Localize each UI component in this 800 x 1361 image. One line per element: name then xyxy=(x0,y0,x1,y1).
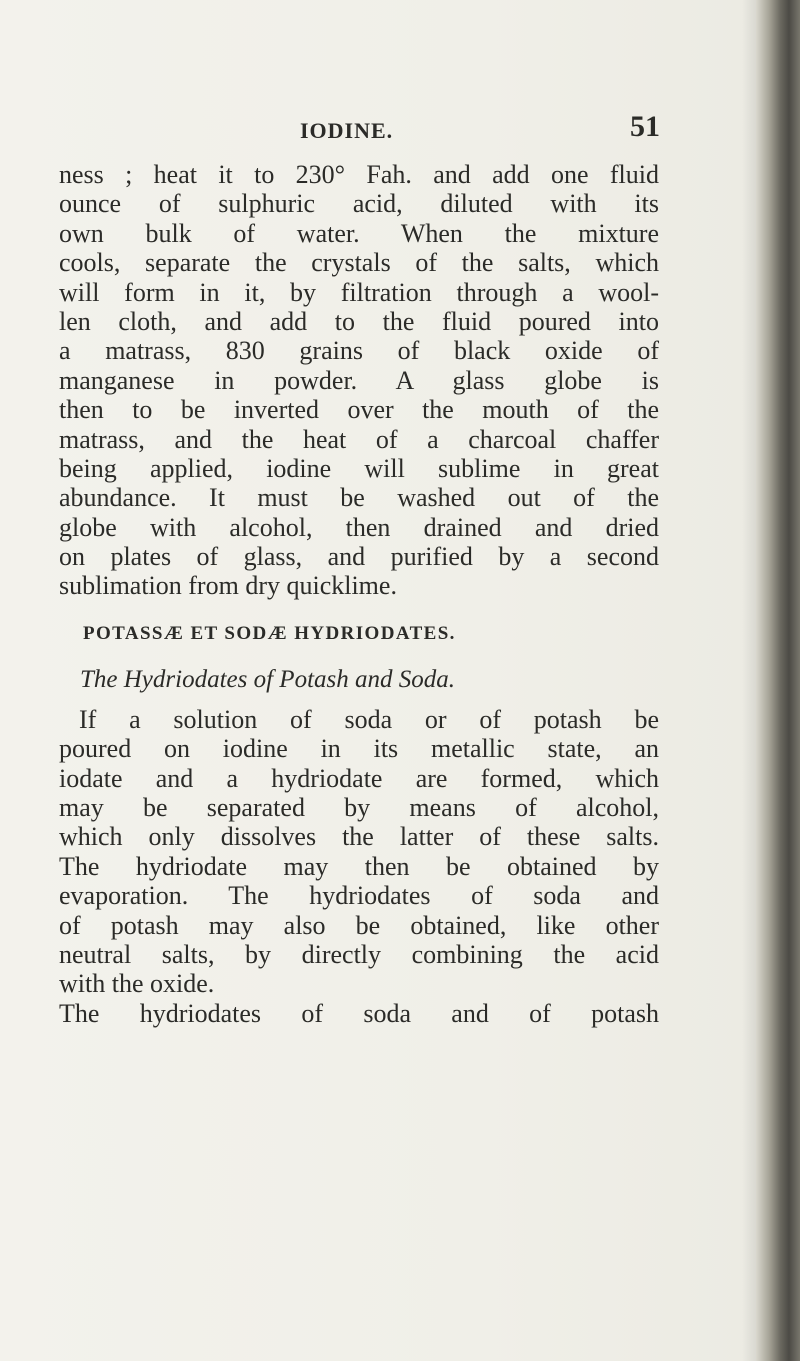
text-line: cools, separate the crystals of the salts, which xyxy=(59,248,659,278)
text-line: poured on iodine in its metallic state, an xyxy=(59,734,659,764)
paragraph-1 xyxy=(59,160,659,601)
text-line: ounce of sulphuric acid, diluted with its xyxy=(59,189,659,219)
text-line: manganese in powder. A glass globe is xyxy=(59,365,659,395)
paragraph-3 xyxy=(59,999,659,1028)
text-line: ness ; heat it to 230° Fah. and add one fluid xyxy=(59,160,659,189)
text-line: neutral salts, by directly combining the acid xyxy=(59,939,659,969)
text-line: may be separated by means of alcohol, xyxy=(59,793,659,823)
text-line: abundance. It must be washed out of the xyxy=(59,483,659,513)
text-line: own bulk of water. When the mixture xyxy=(59,218,659,248)
text-line: The hydriodates of soda and of potash xyxy=(59,998,659,1028)
section-subheading: The Hydriodates of Potash and Soda. xyxy=(80,665,455,693)
text-line: on plates of glass, and purified by a second xyxy=(59,542,659,572)
text-line: The hydriodate may then be obtained by xyxy=(59,851,659,881)
text-line: iodate and a hydriodate are formed, which xyxy=(59,763,659,793)
text-line: then to be inverted over the mouth of the xyxy=(59,395,659,425)
text-line: matrass, and the heat of a charcoal chaffer xyxy=(59,424,659,454)
page-body xyxy=(59,160,659,1028)
page-header xyxy=(60,110,660,150)
paragraph-2 xyxy=(59,705,659,999)
gutter-shadow xyxy=(742,0,756,1361)
text-line: evaporation. The hydriodates of soda and xyxy=(59,881,659,911)
section-heading: POTASSÆ ET SODÆ HYDRIODATES. xyxy=(83,622,456,644)
text-line: will form in it, by filtration through a wool- xyxy=(59,277,659,307)
running-head: IODINE. xyxy=(300,118,394,143)
text-line: of potash may also be obtained, like other xyxy=(59,910,659,940)
text-line: which only dissolves the latter of these salts. xyxy=(59,822,659,852)
text-line: If a solution of soda or of potash be xyxy=(79,704,659,734)
text-line: sublimation from dry quicklime. xyxy=(59,571,397,601)
book-binding-edge xyxy=(756,0,800,1361)
page-number: 51 xyxy=(630,110,660,143)
text-line: globe with alcohol, then drained and dried xyxy=(59,512,659,542)
text-line: being applied, iodine will sublime in great xyxy=(59,453,659,483)
text-line: len cloth, and add to the fluid poured into xyxy=(59,306,659,336)
text-line: with the oxide. xyxy=(59,969,215,999)
text-line: a matrass, 830 grains of black oxide of xyxy=(59,336,659,366)
